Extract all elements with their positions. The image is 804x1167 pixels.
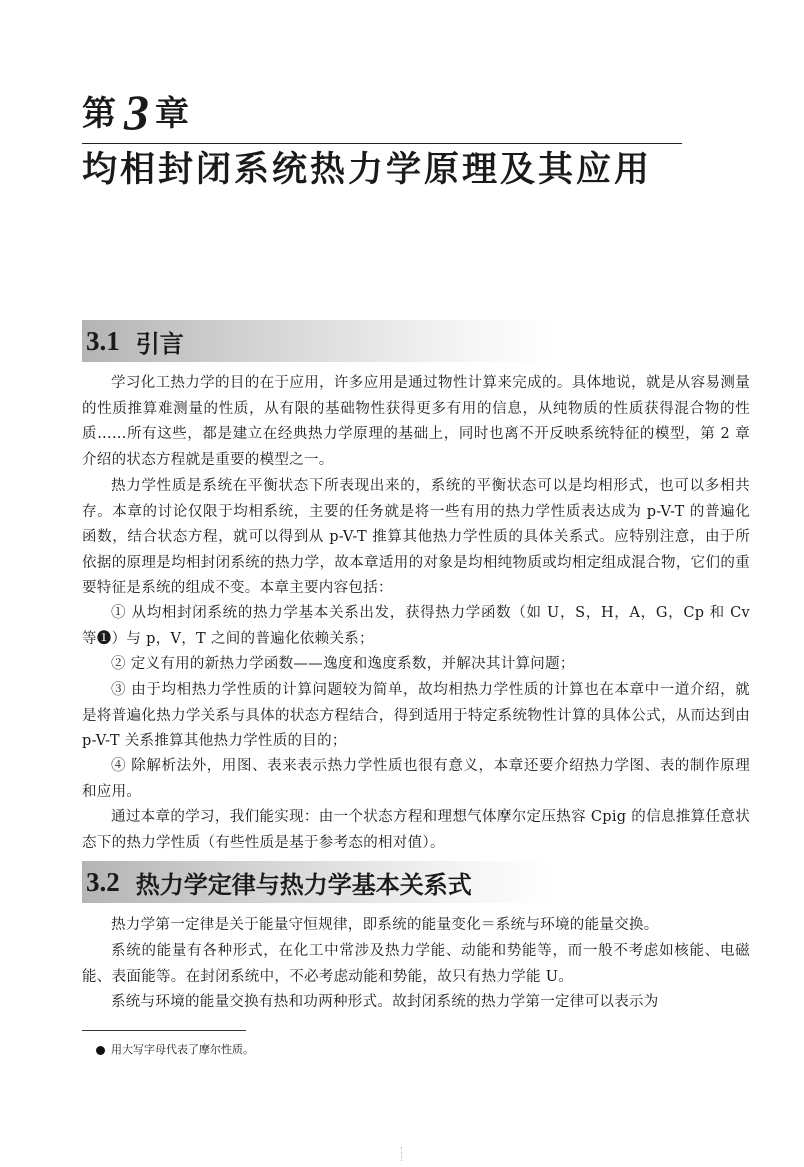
paragraph: 系统的能量有各种形式，在化工中常涉及热力学能、动能和势能等，而一般不考虑如核能、电磁能、表面能等。在封闭系统中，不必考虑动能和势能，故只有热力学能 U。 — [82, 943, 750, 985]
paragraph: 热力学第一定律是关于能量守恒规律，即系统的能量变化＝系统与环境的能量交换。 — [111, 917, 659, 933]
section-title: 热力学定律与热力学基本关系式 — [135, 870, 472, 899]
footnote-marker-icon — [96, 1046, 105, 1055]
paragraph: 系统与环境的能量交换有热和功两种形式。故封闭系统的热力学第一定律可以表示为 — [111, 994, 659, 1010]
section-title: 引言 — [135, 329, 184, 358]
section-number: 3.2 — [86, 866, 120, 897]
chapter-title: 均相封闭系统热力学原理及其应用 — [82, 150, 653, 190]
paragraph: 学习化工热力学的目的在于应用，许多应用是通过物性计算来完成的。具体地说，就是从容易测量的性质推算难测量的性质，从有限的基础物性获得更多有用的信息，从纯物质的性质获得混合物的性质……所有这些，都是建立在经典热力学原理的基础上，同时也离不开反映系统特征的模型，第 2 章介绍的状态方程就是重要的模型之一。 — [82, 375, 750, 468]
paragraph: 热力学性质是系统在平衡状态下所表现出来的，系统的平衡状态可以是均相形式，也可以多相共存。本章的讨论仅限于均相系统，主要的任务就是将一些有用的热力学性质表达成为 p-V-T 的普遍化函数，结合状态方程，就可以得到从 p-V-T 推算其他热力学性质的具体关系式。应特别注意，由于所依据的原理是均相封闭系统的热力学，故本章适用的对象是均相纯物质或均相定组成混合物，它们的重要特征是系统的组成不变。本章主要内容包括： — [82, 478, 750, 596]
chapter-word-post: 章 — [155, 94, 189, 134]
footnote-text: 用大写字母代表了摩尔性质。 — [111, 1043, 254, 1056]
page-center-mark — [401, 1147, 404, 1161]
list-item: ② 定义有用的新热力学函数——逸度和逸度系数，并解决其计算问题； — [111, 656, 575, 672]
chapter-word-pre: 第 — [82, 94, 116, 134]
section-number: 3.1 — [86, 325, 120, 356]
footnote — [96, 1042, 254, 1058]
paragraph: 通过本章的学习，我们能实现：由一个状态方程和理想气体摩尔定压热容 Cpig 的信息推算任意状态下的热力学性质（有些性质是基于参考态的相对值）。 — [82, 809, 750, 851]
chapter-heading — [82, 84, 682, 140]
section-heading-3-2 — [82, 861, 552, 903]
list-item: ① 从均相封闭系统的热力学基本关系出发，获得热力学函数（如 U，S，H，A，G，Cp 和 Cv 等❶）与 p，V，T 之间的普遍化依赖关系； — [82, 605, 750, 647]
list-item: ③ 由于均相热力学性质的计算问题较为简单，故均相热力学性质的计算也在本章中一道介绍，就是将普遍化热力学关系与具体的状态方程结合，得到适用于特定系统物性计算的具体公式，从而达到由 p-V-T 关系推算其他热力学性质的目的； — [82, 682, 750, 749]
section-heading-3-1 — [82, 320, 552, 362]
chapter-number: 3 — [124, 84, 149, 140]
footnote-rule — [82, 1030, 246, 1031]
chapter-rule — [82, 143, 682, 144]
list-item: ④ 除解析法外，用图、表来表示热力学性质也很有意义，本章还要介绍热力学图、表的制作原理和应用。 — [82, 758, 750, 800]
